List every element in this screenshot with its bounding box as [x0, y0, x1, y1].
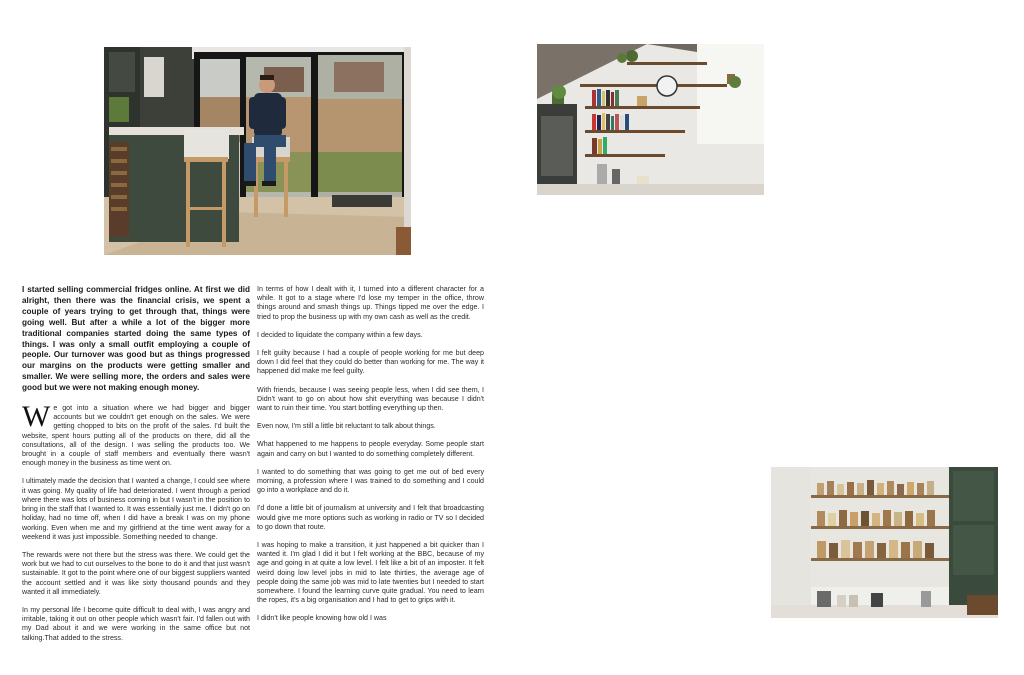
drop-cap: W — [22, 400, 51, 434]
article-paragraph-5: In terms of how I dealt with it, I turned into a different character for a while. It got to a stage where I'd lose my temper in the office, throw things around and smash things up. Things tipped me over the edge. I tried to prop the business up with my own cash as well as the credit. — [257, 285, 484, 321]
article-paragraph-1 — [22, 400, 250, 468]
article-column-right — [257, 285, 484, 633]
pantry-photo — [771, 467, 998, 618]
article-paragraph-10: What happened to me happens to people everyday. Some people start again and carry on but I wanted to do something completely different. — [257, 440, 484, 458]
pantry-photo-image — [771, 467, 998, 618]
article-column-left — [22, 285, 250, 652]
article-paragraph-13: I was hoping to make a transition, it just happened a bit quicker than I wanted it. I'm glad I did it but I felt working at the BBC, because of my age and going in at quite a low level. I felt like a bit of an imposter. It felt weird doing low level jobs in mid to late thirties, the average age of people doing the same job was mid to late twenties but I needed to start somewhere. I found the learning curve quite gradual. You need to learn the ropes, it's a big organisation and I had to get to grips with it. — [257, 541, 484, 605]
article-paragraph-6: I decided to liquidate the company within a few days. — [257, 330, 423, 339]
bookshelf-photo — [537, 44, 764, 195]
article-paragraph-8: With friends, because I was seeing people less, when I did see them, I Didn't want to go on about how shit everything was because I didn't want to ruin their time. You start bottling everything up then. — [257, 385, 484, 413]
article-paragraph-11: I wanted to do something that was going to get me out of bed every morning, a profession where I was trained to do something and I could go into a workplace and do it. — [257, 467, 484, 495]
article-paragraph-4: In my personal life I become quite difficult to deal with, I was angry and irritable, taking it out on other people which wasn't fair. I'd fallen out with my Dad about it and we were working in the same office but not talking.That added to the stress. — [22, 605, 250, 642]
article-lead: I started selling commercial fridges online. At first we did alright, then there was the financial crisis, we spent a couple of years trying to get through that, things were going well. But after a while a lot of the bigger more traditional companies started doing the same types of things. I was only a small outfit employing a couple of people. Our turnover was good but as things progressed our margins on the products were getting smaller and smaller. We were selling more, the orders and sales were good but we were not making enough money. — [22, 285, 250, 393]
article-paragraph-2: I ultimately made the decision that I wanted a change, I could see where it was going. My quality of life had deteriorated. I went through a period where there was lots of business coming in but I wasn't in the position to bring in the staff that I wanted to. It was essentially just me. I didn't go on holiday, had no time off, when I did have a break I was on my phone working. Even when me and my girlfriend at the time went away for a weekend it was just impossible. Something needed to change. — [22, 477, 250, 541]
article-paragraph-12: I'd done a little bit of journalism at university and I felt that broadcasting would give me more options such as working in radio or TV so I decided to go down that route. — [257, 504, 484, 531]
kitchen-photo — [104, 47, 411, 255]
article-paragraph-1-text: e got into a situation where we had bigger and bigger accounts but we couldn't get enough on the sales. We were getting chopped to bits on the profit of the sales. I'd built the website, spent hours putting all of the products on there, did all the consultations, all of the design. I was selling the products too. We brought in a couple of staff members and eventually there wasn't enough money in the business as time went on. — [22, 404, 250, 468]
article-paragraph-3: The rewards were not there but the stress was there. We could get the work but we had to cut ourselves to the bone to do it and that just wasn't sustainable. It got to the point where one of our biggest suppliers wanted the account settled and it was like sixty thousand pounds and they wanted it all immediately. — [22, 550, 250, 596]
kitchen-photo-image — [104, 47, 411, 255]
article-paragraph-9: Even now, I'm still a little bit reluctant to talk about things. — [257, 422, 436, 431]
bookshelf-photo-image — [537, 44, 764, 195]
article-paragraph-14: I didn't like people knowing how old I was — [257, 614, 387, 623]
article-paragraph-7: I felt guilty because I had a couple of people working for me but deep down I did feel that they could do better than working for me. The way it happened did make me feel guilty. — [257, 349, 484, 376]
